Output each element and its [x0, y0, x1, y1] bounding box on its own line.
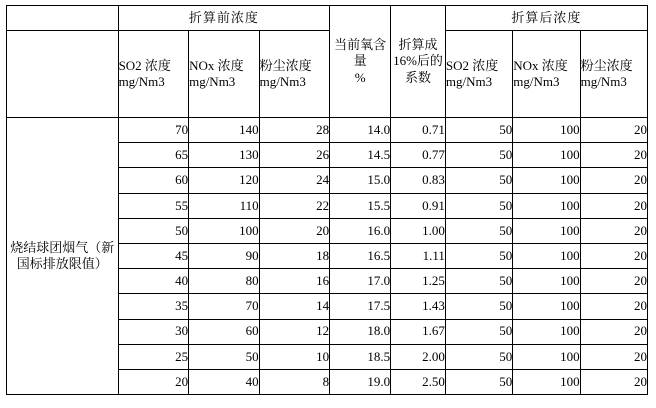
document-page [0, 5, 656, 408]
cell-nox-after: 100 [513, 168, 580, 193]
cell-coefficient: 1.67 [391, 319, 446, 344]
cell-oxygen: 18.0 [330, 319, 391, 344]
cell-coefficient: 0.83 [391, 168, 446, 193]
cell-coefficient: 1.43 [391, 294, 446, 319]
cell-so2-before: 70 [118, 118, 189, 143]
cell-nox-after: 100 [513, 193, 580, 218]
cell-so2-after: 50 [445, 369, 512, 394]
cell-nox-after: 100 [513, 218, 580, 243]
cell-coefficient: 2.00 [391, 344, 446, 369]
subheader-coefficient [391, 6, 446, 118]
cell-dust-before: 26 [259, 143, 330, 168]
cell-dust-after: 20 [580, 269, 647, 294]
group-header-before: 折算前浓度 [118, 6, 330, 31]
subheader-before-so2-line2: mg/Nm3 [118, 74, 165, 89]
cell-nox-after: 100 [513, 369, 580, 394]
subheader-oxygen [330, 6, 391, 118]
cell-so2-after: 50 [445, 243, 512, 268]
cell-dust-after: 20 [580, 294, 647, 319]
cell-dust-before: 16 [259, 269, 330, 294]
cell-nox-before: 130 [189, 143, 260, 168]
cell-oxygen: 17.5 [330, 294, 391, 319]
cell-nox-after: 100 [513, 319, 580, 344]
cell-so2-before: 40 [118, 269, 189, 294]
cell-oxygen: 16.5 [330, 243, 391, 268]
group-header-after: 折算后浓度 [445, 6, 647, 31]
table-group-header-row [7, 6, 648, 31]
subheader-after-dust-line1: 粉尘浓度 [580, 57, 633, 73]
cell-so2-before: 65 [118, 143, 189, 168]
subheader-after-so2 [445, 31, 512, 118]
cell-dust-after: 20 [580, 369, 647, 394]
subheader-after-nox [513, 31, 580, 118]
cell-so2-after: 50 [445, 118, 512, 143]
cell-dust-before: 8 [259, 369, 330, 394]
cell-dust-before: 10 [259, 344, 330, 369]
cell-so2-after: 50 [445, 344, 512, 369]
cell-coefficient: 1.25 [391, 269, 446, 294]
cell-so2-after: 50 [445, 269, 512, 294]
cell-so2-after: 50 [445, 319, 512, 344]
cell-dust-after: 20 [580, 193, 647, 218]
cell-coefficient: 1.00 [391, 218, 446, 243]
cell-so2-after: 50 [445, 294, 512, 319]
cell-dust-before: 12 [259, 319, 330, 344]
cell-dust-before: 22 [259, 193, 330, 218]
cell-oxygen: 15.5 [330, 193, 391, 218]
cell-dust-before: 18 [259, 243, 330, 268]
cell-dust-before: 28 [259, 118, 330, 143]
cell-dust-before: 24 [259, 168, 330, 193]
cell-nox-before: 60 [189, 319, 260, 344]
cell-coefficient: 2.50 [391, 369, 446, 394]
cell-dust-after: 20 [580, 168, 647, 193]
cell-so2-before: 45 [118, 243, 189, 268]
cell-so2-before: 25 [118, 344, 189, 369]
cell-oxygen: 18.5 [330, 344, 391, 369]
cell-dust-after: 20 [580, 218, 647, 243]
cell-dust-before: 14 [259, 294, 330, 319]
cell-nox-before: 70 [189, 294, 260, 319]
cell-coefficient: 0.77 [391, 143, 446, 168]
cell-nox-before: 80 [189, 269, 260, 294]
cell-coefficient: 0.91 [391, 193, 446, 218]
cell-nox-before: 100 [189, 218, 260, 243]
emissions-conversion-table [6, 5, 648, 395]
cell-so2-before: 35 [118, 294, 189, 319]
subheader-before-so2-line1: SO2 浓度 [118, 57, 171, 73]
cell-so2-before: 60 [118, 168, 189, 193]
row-group-label: 烧结球团烟气（新国标排放限值） [7, 118, 119, 395]
subheader-before-dust-line2: mg/Nm3 [259, 74, 306, 89]
cell-nox-before: 50 [189, 344, 260, 369]
subheader-before-nox-line2: mg/Nm3 [189, 74, 236, 89]
cell-oxygen: 14.5 [330, 143, 391, 168]
cell-nox-after: 100 [513, 243, 580, 268]
cell-oxygen: 19.0 [330, 369, 391, 394]
table-row [7, 118, 648, 143]
cell-so2-before: 55 [118, 193, 189, 218]
subheader-before-so2 [118, 31, 189, 118]
cell-so2-before: 20 [118, 369, 189, 394]
cell-nox-after: 100 [513, 269, 580, 294]
cell-nox-before: 40 [189, 369, 260, 394]
subheader-after-nox-line1: NOx 浓度 [513, 57, 568, 73]
cell-nox-after: 100 [513, 294, 580, 319]
cell-nox-before: 140 [189, 118, 260, 143]
table-sub-header-row [7, 31, 648, 118]
cell-so2-after: 50 [445, 168, 512, 193]
cell-dust-after: 20 [580, 319, 647, 344]
cell-dust-after: 20 [580, 243, 647, 268]
cell-so2-after: 50 [445, 143, 512, 168]
cell-dust-before: 20 [259, 218, 330, 243]
cell-dust-after: 20 [580, 118, 647, 143]
cell-nox-before: 110 [189, 193, 260, 218]
subheader-before-dust-line1: 粉尘浓度 [259, 57, 312, 73]
cell-oxygen: 17.0 [330, 269, 391, 294]
cell-oxygen: 15.0 [330, 168, 391, 193]
subheader-after-dust [580, 31, 647, 118]
cell-nox-before: 90 [189, 243, 260, 268]
cell-dust-after: 20 [580, 143, 647, 168]
subheader-before-nox [189, 31, 260, 118]
subheader-coefficient-text: 折算成16%后的系数 [393, 37, 443, 85]
cell-so2-after: 50 [445, 218, 512, 243]
cell-coefficient: 1.11 [391, 243, 446, 268]
cell-dust-after: 20 [580, 344, 647, 369]
cell-nox-after: 100 [513, 344, 580, 369]
subheader-before-nox-line1: NOx 浓度 [189, 57, 244, 73]
cell-so2-before: 50 [118, 218, 189, 243]
cell-coefficient: 0.71 [391, 118, 446, 143]
subheader-oxygen-line1: 当前氧含量 [334, 37, 387, 69]
subheader-after-dust-line2: mg/Nm3 [580, 74, 627, 89]
corner-cell [7, 6, 119, 31]
cell-nox-after: 100 [513, 143, 580, 168]
cell-nox-after: 100 [513, 118, 580, 143]
cell-oxygen: 16.0 [330, 218, 391, 243]
subheader-oxygen-line2: % [354, 69, 366, 85]
cell-nox-before: 120 [189, 168, 260, 193]
cell-oxygen: 14.0 [330, 118, 391, 143]
cell-so2-before: 30 [118, 319, 189, 344]
cell-so2-after: 50 [445, 193, 512, 218]
subheader-before-dust [259, 31, 330, 118]
subheader-after-nox-line2: mg/Nm3 [513, 74, 560, 89]
subheader-after-so2-line1: SO2 浓度 [445, 57, 499, 73]
corner-cell-2 [7, 31, 119, 118]
subheader-after-so2-line2: mg/Nm3 [445, 74, 493, 89]
